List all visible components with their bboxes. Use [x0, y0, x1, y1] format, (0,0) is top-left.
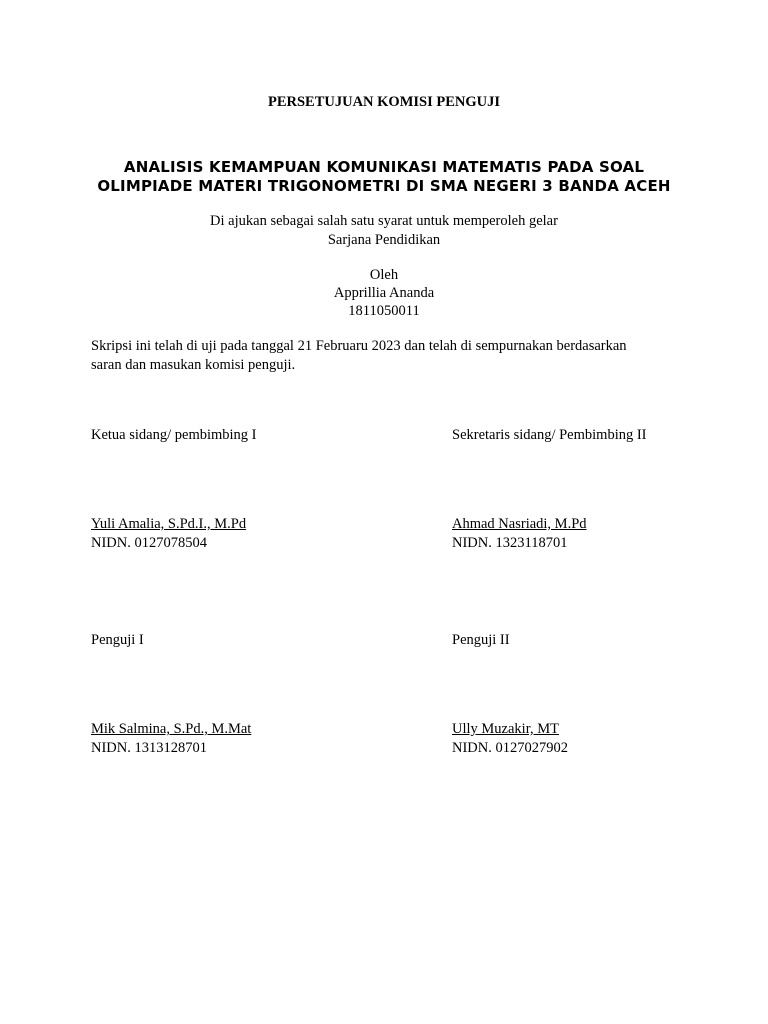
degree-purpose-line-1: Di ajukan sebagai salah satu syarat untuk memperoleh gelar: [210, 213, 558, 229]
thesis-title-line-1: ANALISIS KEMAMPUAN KOMUNIKASI MATEMATIS PADA SOAL: [123, 158, 645, 176]
secretary-nidn: NIDN. 1323118701: [452, 535, 568, 551]
author-block: [0, 266, 768, 320]
page-heading: PERSETUJUAN KOMISI PENGUJI: [267, 94, 501, 110]
examiner-2-nidn: NIDN. 0127027902: [452, 740, 568, 756]
secretary-role: Sekretaris sidang/ Pembimbing II: [452, 427, 647, 443]
degree-name: Sarjana Pendidikan: [327, 232, 441, 248]
approval-statement: [91, 337, 681, 375]
chair-nidn: NIDN. 0127078504: [91, 535, 207, 551]
approval-statement-line-2: saran dan masukan komisi penguji.: [91, 357, 296, 373]
chair-role: Ketua sidang/ pembimbing I: [91, 427, 257, 443]
examiner-2-role: Penguji II: [452, 632, 510, 648]
author-by-label: Oleh: [369, 267, 399, 283]
thesis-title-line-2: OLIMPIADE MATERI TRIGONOMETRI DI SMA NEGERI 3 BANDA ACEH: [97, 177, 671, 195]
examiner-1-name: Mik Salmina, S.Pd., M.Mat: [91, 721, 252, 737]
author-id: 1811050011: [348, 303, 420, 319]
degree-purpose: [0, 212, 768, 250]
examiner-2-name: Ully Muzakir, MT: [452, 721, 559, 737]
author-name: Apprillia Ananda: [333, 285, 435, 301]
examiner-1-role: Penguji I: [91, 632, 144, 648]
secretary-name: Ahmad Nasriadi, M.Pd: [452, 516, 587, 532]
examiner-1-nidn: NIDN. 1313128701: [91, 740, 207, 756]
thesis-title: [0, 158, 768, 196]
approval-statement-line-1: Skripsi ini telah di uji pada tanggal 21 Februaru 2023 dan telah di sempurnakan berdasarkan: [91, 338, 627, 354]
chair-name: Yuli Amalia, S.Pd.I., M.Pd: [91, 516, 247, 532]
